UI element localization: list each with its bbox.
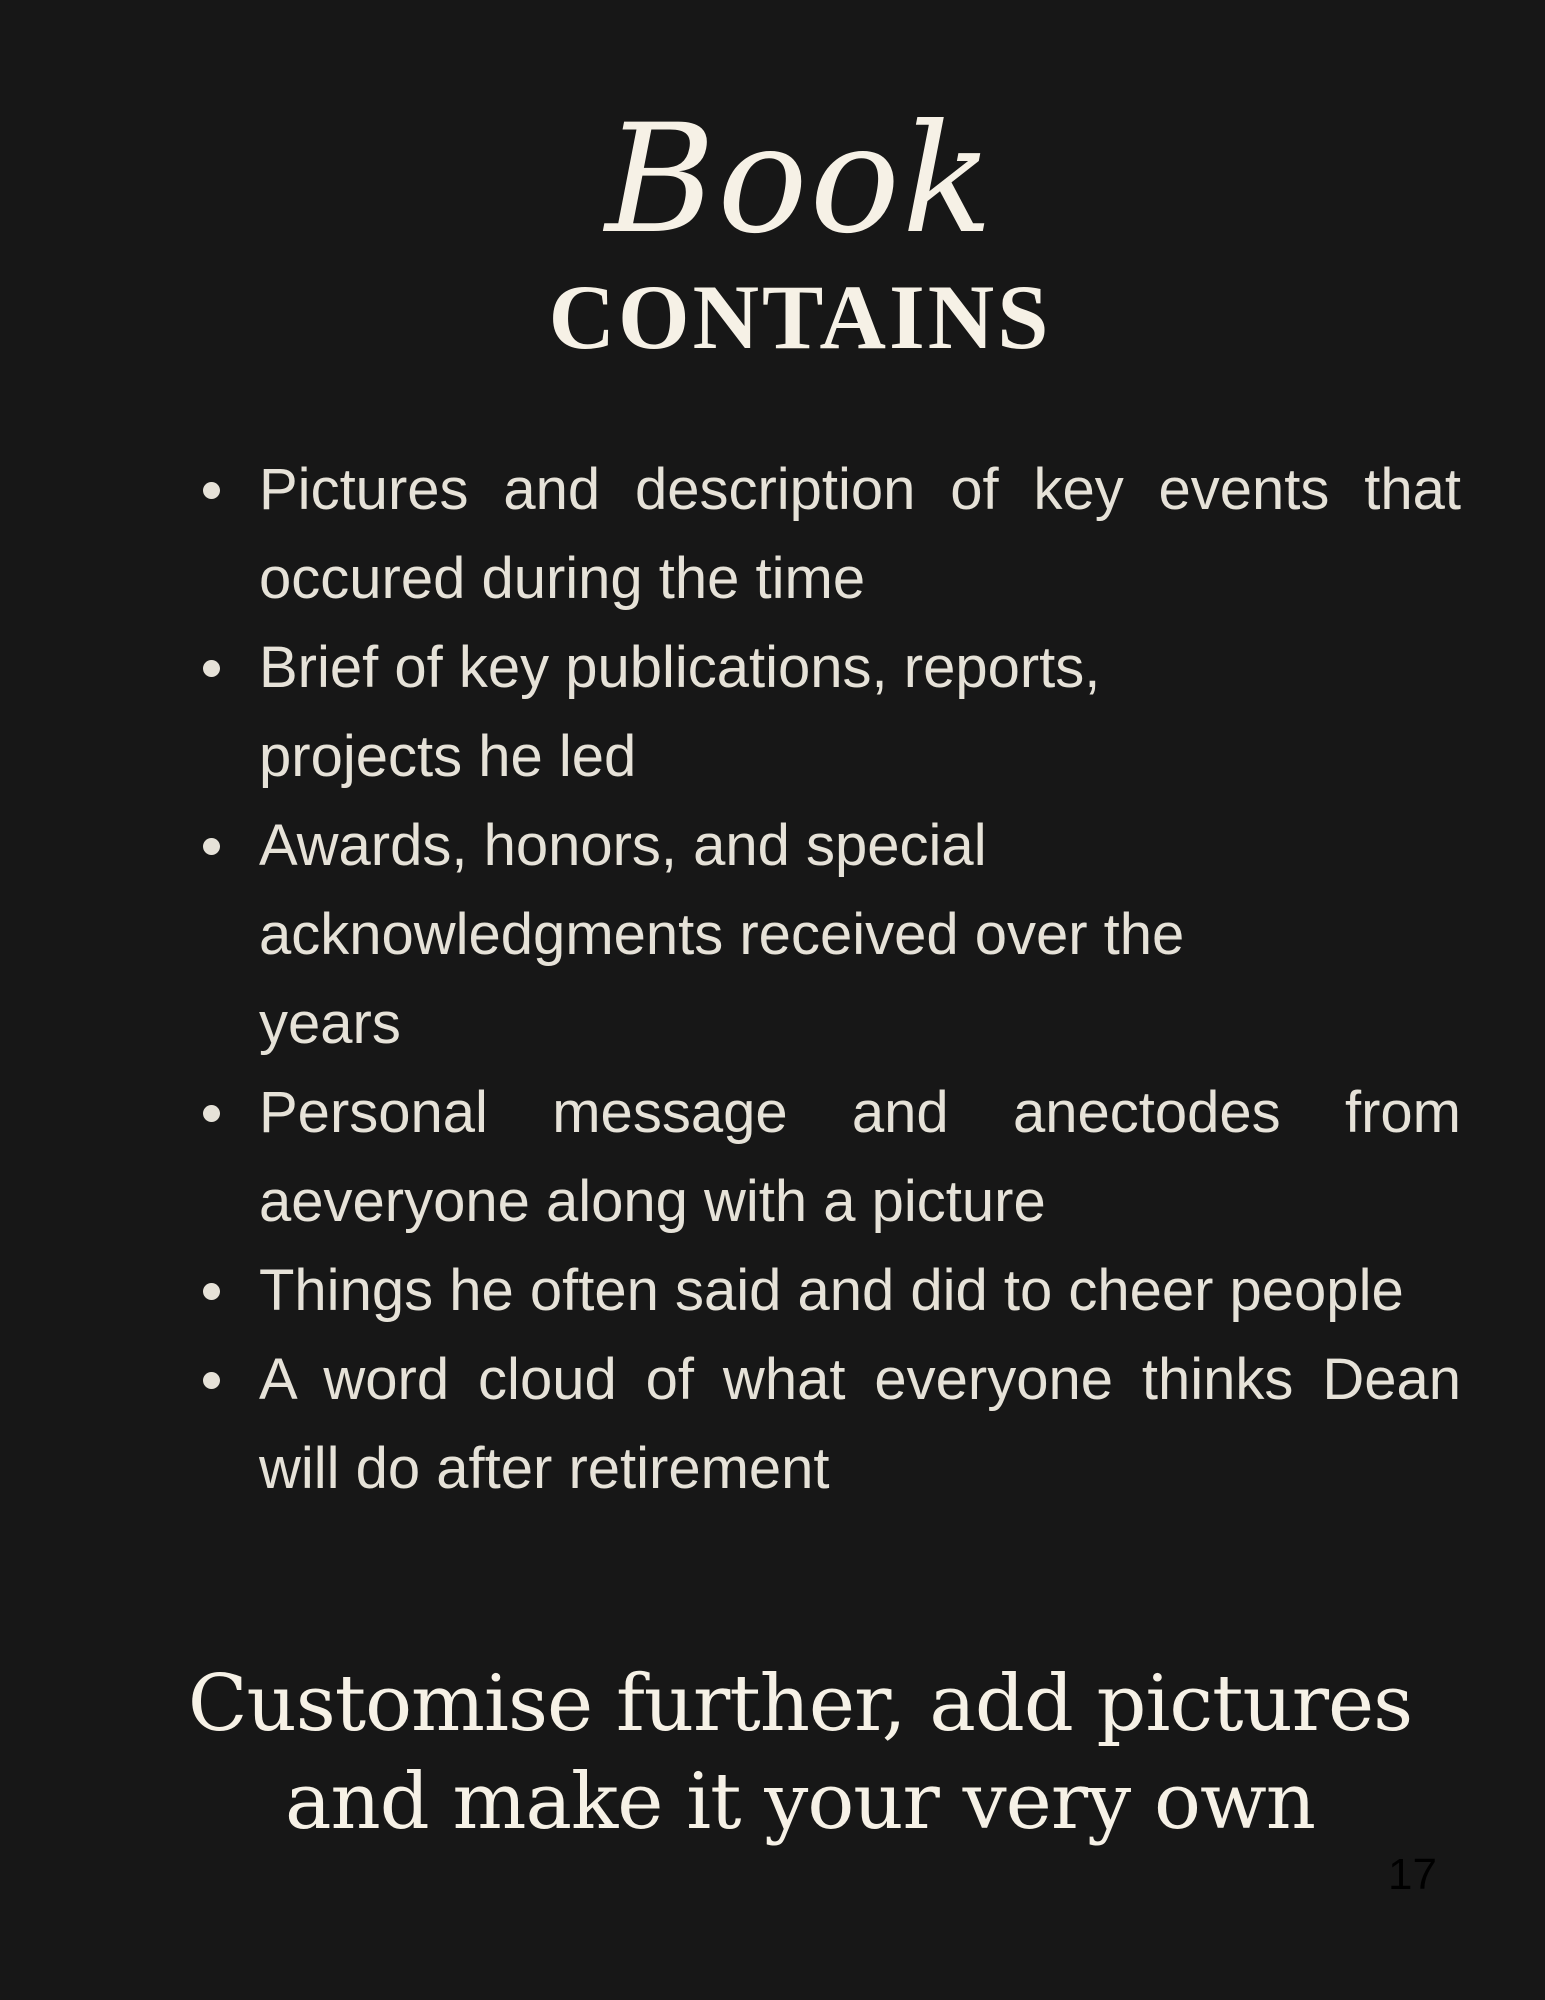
list-item	[259, 1335, 1461, 1513]
list-item-text: Awards, honors, and special acknowledgments received over the years	[259, 813, 1185, 1056]
list-item	[259, 801, 1461, 1068]
page-number: 17	[1388, 1850, 1437, 1899]
title-script-word: Book	[605, 93, 995, 267]
list-item	[259, 1246, 1461, 1335]
bullet-icon	[203, 1372, 220, 1389]
list-item-text: Brief of key publications, reports, projects he led	[259, 635, 1101, 789]
title-caps-word: CONTAINS	[548, 266, 1052, 368]
list-item	[259, 445, 1461, 623]
list-item-text: Personal message and anectodes from aeveryone along with a picture	[259, 1080, 1461, 1234]
bullet-icon	[203, 838, 220, 855]
bullet-icon	[203, 1283, 220, 1300]
bullet-icon	[203, 482, 220, 499]
bullet-icon	[203, 660, 220, 677]
contents-list	[259, 445, 1461, 1513]
footer-note	[0, 1655, 1545, 1851]
list-item	[259, 623, 1461, 801]
list-item-text: A word cloud of what everyone thinks Dean will do after retirement	[259, 1347, 1461, 1501]
bullet-icon	[203, 1105, 220, 1122]
list-item-text: Pictures and description of key events that occured during the time	[259, 457, 1461, 611]
footer-line-2: and make it your very own	[285, 1757, 1315, 1847]
list-item	[259, 1068, 1461, 1246]
footer-line-1: Customise further, add pictures	[187, 1659, 1413, 1749]
list-item-text: Things he often said and did to cheer people	[259, 1258, 1404, 1323]
